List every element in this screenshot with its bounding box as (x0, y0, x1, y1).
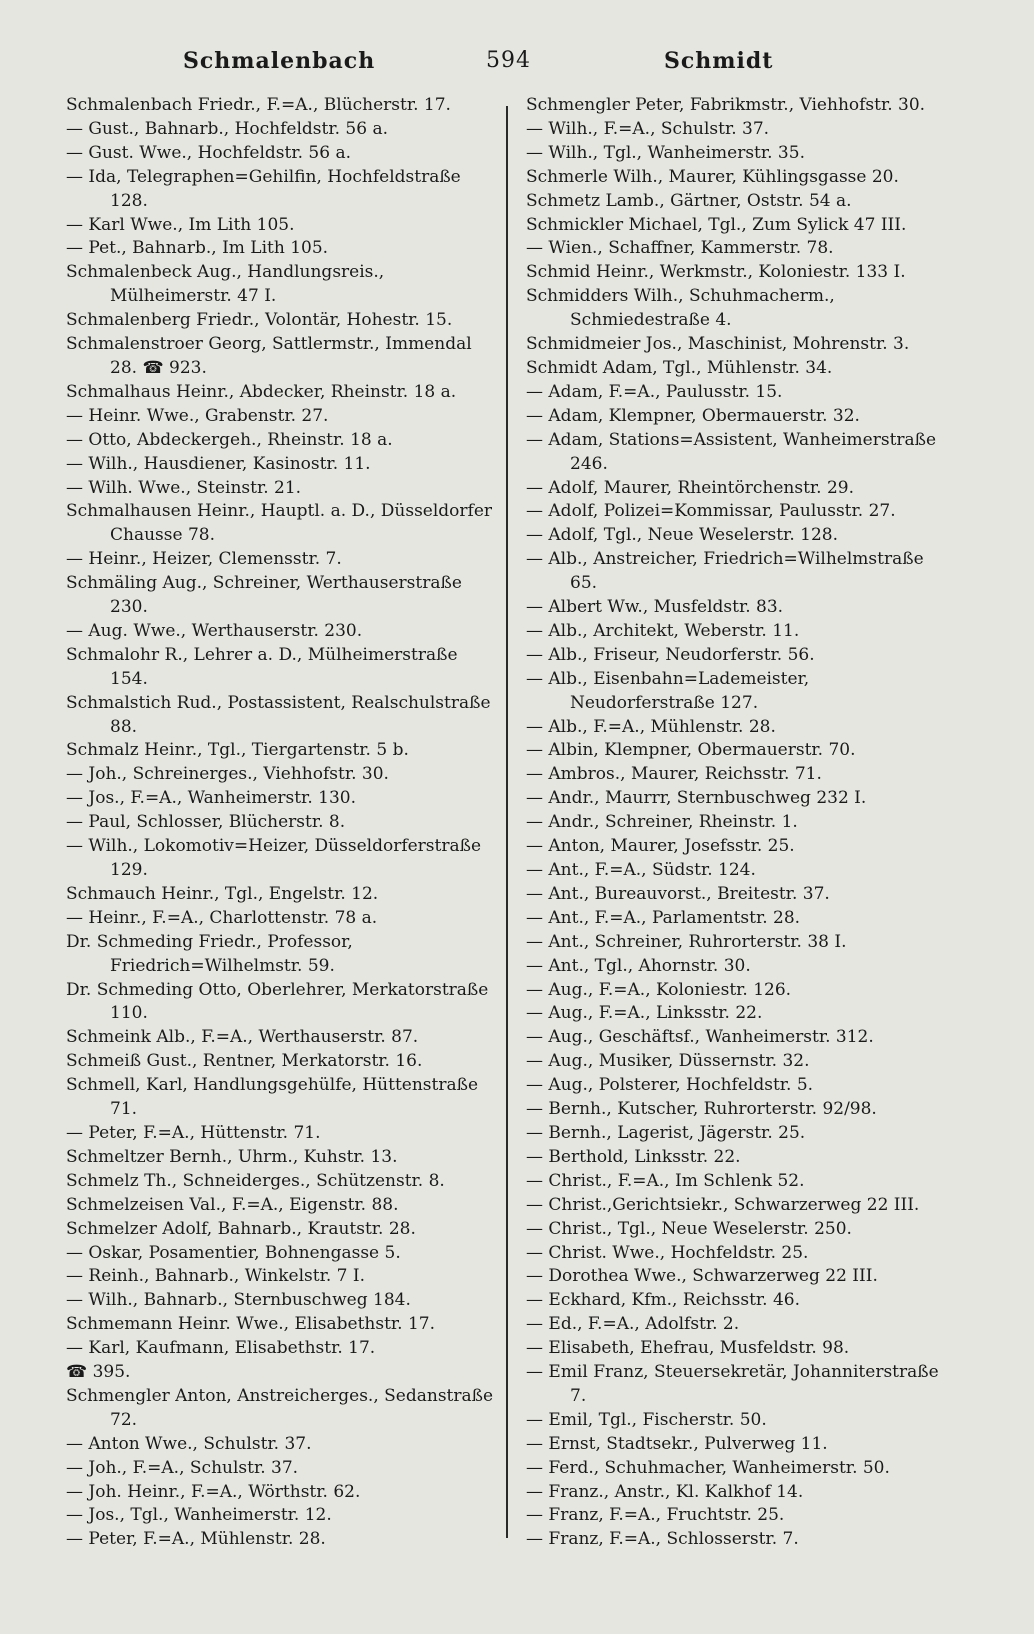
entry-text: — Dorothea Wwe., Schwarzerweg 22 III. (526, 1266, 878, 1287)
entry-text: — Ant., Tgl., Ahornstr. 30. (526, 955, 751, 976)
entry-text: — Alb., Anstreicher, Friedrich=Wilhelmstraße 65. (526, 549, 930, 594)
entry-text: — Alb., Eisenbahn=Lademeister, Neudorferstraße 127. (526, 668, 815, 713)
right-column (526, 94, 956, 1552)
directory-entry (526, 237, 956, 261)
entry-text: — Franz., Anstr., Kl. Kalkhof 14. (526, 1481, 804, 1502)
directory-entry (66, 1313, 496, 1337)
directory-entry (526, 596, 956, 620)
directory-entry (66, 883, 496, 907)
entry-text: — Alb., Architekt, Weberstr. 11. (526, 620, 800, 641)
entry-text: — Christ., F.=A., Im Schlenk 52. (526, 1170, 805, 1191)
entry-text: Schmalenberg Friedr., Volontär, Hohestr. 15. (66, 310, 453, 331)
entry-text: Schmidders Wilh., Schuhmacherm., Schmiedestraße 4. (526, 286, 841, 331)
directory-entry (66, 166, 496, 214)
directory-entry (66, 1361, 496, 1385)
entry-text: Schmickler Michael, Tgl., Zum Sylick 47 III. (526, 214, 907, 235)
directory-entry (526, 1242, 956, 1266)
directory-entry (526, 1146, 956, 1170)
directory-entry (526, 835, 956, 859)
entry-text: — Adolf, Tgl., Neue Weselerstr. 128. (526, 525, 838, 546)
entry-text: — Gust., Bahnarb., Hochfeldstr. 56 a. (66, 118, 388, 139)
entry-text: — Joh. Heinr., F.=A., Wörthstr. 62. (66, 1481, 361, 1502)
directory-entry (526, 1504, 956, 1528)
directory-entry (526, 1289, 956, 1313)
directory-entry (66, 214, 496, 238)
directory-entry (66, 1218, 496, 1242)
directory-entry (526, 94, 956, 118)
entry-text: — Otto, Abdeckergeh., Rheinstr. 18 a. (66, 429, 393, 450)
directory-entry (526, 620, 956, 644)
entry-text: Schmeltzer Bernh., Uhrm., Kuhstr. 13. (66, 1146, 398, 1167)
directory-entry (526, 285, 956, 333)
entry-text: — Bernh., Kutscher, Ruhrorterstr. 92/98. (526, 1099, 877, 1120)
entry-text: Dr. Schmeding Friedr., Professor, Friedrich=Wilhelmstr. 59. (66, 931, 359, 976)
entry-text: Schmalenbeck Aug., Handlungsreis., Mülheimerstr. 47 I. (66, 262, 390, 307)
directory-entry (66, 1433, 496, 1457)
entry-text: Schmalhaus Heinr., Abdecker, Rheinstr. 18 a. (66, 381, 457, 402)
directory-entry (526, 1122, 956, 1146)
entry-text: — Oskar, Posamentier, Bohnengasse 5. (66, 1242, 401, 1263)
directory-entry (66, 237, 496, 261)
entry-text: — Anton Wwe., Schulstr. 37. (66, 1433, 312, 1454)
entry-text: — Heinr. Wwe., Grabenstr. 27. (66, 405, 329, 426)
entry-text: — Adolf, Maurer, Rheintörchenstr. 29. (526, 477, 854, 498)
directory-entry (66, 477, 496, 501)
directory-entry (526, 1170, 956, 1194)
entry-text: Schmid Heinr., Werkmstr., Koloniestr. 133 I. (526, 262, 906, 283)
directory-entry (66, 1289, 496, 1313)
directory-entry (66, 1481, 496, 1505)
entry-text: — Elisabeth, Ehefrau, Musfeldstr. 98. (526, 1338, 850, 1359)
entry-text: — Alb., Friseur, Neudorferstr. 56. (526, 644, 815, 665)
directory-entry (526, 214, 956, 238)
entry-text: Schmell, Karl, Handlungsgehülfe, Hüttenstraße 71. (66, 1075, 484, 1120)
directory-entry (526, 524, 956, 548)
directory-entry (66, 1528, 496, 1552)
directory-entry (66, 1074, 496, 1122)
entry-text: — Aug., F.=A., Koloniestr. 126. (526, 979, 792, 1000)
directory-entry (526, 1337, 956, 1361)
entry-text: Schmalenbach Friedr., F.=A., Blücherstr. 17. (66, 95, 451, 115)
entry-text: — Ant., Schreiner, Ruhrorterstr. 38 I. (526, 931, 847, 952)
directory-entry (526, 763, 956, 787)
directory-entry (66, 1504, 496, 1528)
directory-entry (66, 548, 496, 572)
entry-text: — Wilh., Bahnarb., Sternbuschweg 184. (66, 1290, 411, 1311)
directory-entry (66, 931, 496, 979)
directory-entry (66, 572, 496, 620)
directory-entry (66, 1337, 496, 1361)
entry-text: Schmalohr R., Lehrer a. D., Mülheimerstraße 154. (66, 644, 463, 689)
entry-text: Schmeink Alb., F.=A., Werthauserstr. 87. (66, 1027, 419, 1048)
entry-text: — Ernst, Stadtsekr., Pulverweg 11. (526, 1433, 828, 1454)
entry-text: — Franz, F.=A., Schlosserstr. 7. (526, 1529, 799, 1550)
entry-text: Schmelzeisen Val., F.=A., Eigenstr. 88. (66, 1194, 399, 1215)
entry-text: — Aug., Geschäftsf., Wanheimerstr. 312. (526, 1027, 874, 1048)
directory-entry (526, 142, 956, 166)
entry-text: — Ant., F.=A., Südstr. 124. (526, 860, 756, 880)
entry-text: — Andr., Maurrr, Sternbuschweg 232 I. (526, 788, 867, 809)
entry-text: — Pet., Bahnarb., Im Lith 105. (66, 238, 329, 259)
directory-entry (526, 1098, 956, 1122)
directory-entry (526, 1194, 956, 1218)
entry-text: Schmengler Peter, Fabrikmstr., Viehhofstr. 30. (526, 95, 926, 115)
directory-entry (66, 405, 496, 429)
directory-entry (526, 668, 956, 716)
directory-entry (526, 716, 956, 740)
directory-entry (526, 1433, 956, 1457)
directory-entry (526, 883, 956, 907)
directory-entry (526, 166, 956, 190)
entry-text: Schmalz Heinr., Tgl., Tiergartenstr. 5 b. (66, 740, 409, 761)
directory-entry (526, 261, 956, 285)
entry-text: — Emil, Tgl., Fischerstr. 50. (526, 1409, 767, 1430)
entry-text: — Jos., Tgl., Wanheimerstr. 12. (66, 1505, 332, 1526)
directory-entry (66, 979, 496, 1027)
directory-entry (526, 118, 956, 142)
directory-entry (526, 477, 956, 501)
entry-text: Schmelz Th., Schneiderges., Schützenstr. 8. (66, 1170, 445, 1191)
entry-text: — Adam, Klempner, Obermauerstr. 32. (526, 405, 860, 426)
directory-entry (526, 907, 956, 931)
entry-text: Schmalenstroer Georg, Sattlermstr., Immendal 28. ☎ 923. (66, 334, 478, 378)
directory-entry (66, 1026, 496, 1050)
entry-text: — Karl Wwe., Im Lith 105. (66, 214, 295, 235)
entry-text: — Anton, Maurer, Josefsstr. 25. (526, 836, 795, 857)
directory-entry (66, 333, 496, 381)
directory-entry (526, 979, 956, 1003)
directory-entry (526, 548, 956, 596)
directory-entry (66, 500, 496, 548)
entry-text: — Wien., Schaffner, Kammerstr. 78. (526, 238, 834, 259)
directory-entry (66, 142, 496, 166)
directory-entry (66, 381, 496, 405)
entry-text: — Aug. Wwe., Werthauserstr. 230. (66, 620, 363, 641)
entry-text: — Aug., F.=A., Linksstr. 22. (526, 1003, 763, 1024)
directory-entry (526, 1481, 956, 1505)
entry-text: — Ida, Telegraphen=Gehilfin, Hochfeldstraße 128. (66, 166, 467, 211)
entry-text: — Ant., F.=A., Parlamentstr. 28. (526, 907, 801, 928)
directory-entry (526, 333, 956, 357)
entry-text: — Peter, F.=A., Mühlenstr. 28. (66, 1529, 326, 1550)
entry-text: — Adam, F.=A., Paulusstr. 15. (526, 381, 783, 402)
entry-text: — Joh., F.=A., Schulstr. 37. (66, 1457, 299, 1478)
directory-entry (526, 405, 956, 429)
entry-text: Schmeiß Gust., Rentner, Merkatorstr. 16. (66, 1051, 423, 1072)
entry-text: Schmelzer Adolf, Bahnarb., Krautstr. 28. (66, 1218, 416, 1239)
entry-text: Schmetz Lamb., Gärtner, Oststr. 54 a. (526, 190, 852, 211)
entry-text: Schmengler Anton, Anstreicherges., Sedanstraße 72. (66, 1385, 499, 1430)
entry-text: — Peter, F.=A., Hüttenstr. 71. (66, 1122, 321, 1143)
left-column (66, 94, 499, 1552)
entry-text: — Reinh., Bahnarb., Winkelstr. 7 I. (66, 1266, 366, 1287)
entry-text: — Aug., Polsterer, Hochfeldstr. 5. (526, 1075, 814, 1096)
directory-entry (526, 1218, 956, 1242)
directory-entry (66, 763, 496, 787)
directory-entry (66, 811, 496, 835)
directory-entry (66, 1146, 496, 1170)
directory-entry (66, 1050, 496, 1074)
directory-entry (526, 1528, 956, 1552)
entry-text: Schmerle Wilh., Maurer, Kühlingsgasse 20. (526, 166, 899, 187)
entry-text: — Jos., F.=A., Wanheimerstr. 130. (66, 788, 356, 809)
directory-entry (66, 787, 496, 811)
entry-text: — Joh., Schreinerges., Viehhofstr. 30. (66, 764, 389, 785)
directory-entry (526, 955, 956, 979)
directory-entry (66, 453, 496, 477)
running-header-left: Schmalenbach (183, 48, 376, 74)
directory-entry (526, 1074, 956, 1098)
directory-entry (66, 1457, 496, 1481)
entry-text: — Wilh., F.=A., Schulstr. 37. (526, 118, 770, 139)
entry-text: — Adolf, Polizei=Kommissar, Paulusstr. 27. (526, 501, 896, 522)
directory-entry (66, 429, 496, 453)
directory-entry (526, 1313, 956, 1337)
entry-text: — Ed., F.=A., Adolfstr. 2. (526, 1314, 740, 1335)
entry-text: — Alb., F.=A., Mühlenstr. 28. (526, 716, 776, 737)
entry-text: — Eckhard, Kfm., Reichsstr. 46. (526, 1290, 801, 1311)
entry-text: — Christ. Wwe., Hochfeldstr. 25. (526, 1242, 809, 1263)
directory-entry (526, 1265, 956, 1289)
entry-text: — Heinr., F.=A., Charlottenstr. 78 a. (66, 907, 378, 928)
entry-text: Schmalhausen Heinr., Hauptl. a. D., Düsseldorfer Chausse 78. (66, 501, 498, 546)
entry-text: Schmalstich Rud., Postassistent, Realschulstraße 88. (66, 692, 496, 737)
entry-text: — Ferd., Schuhmacher, Wanheimerstr. 50. (526, 1457, 890, 1478)
entry-text: — Ambros., Maurer, Reichsstr. 71. (526, 764, 822, 785)
directory-entry (66, 907, 496, 931)
entry-text: — Albert Ww., Musfeldstr. 83. (526, 597, 784, 618)
entry-text: — Bernh., Lagerist, Jägerstr. 25. (526, 1122, 806, 1143)
directory-entry (526, 859, 956, 883)
directory-entry (526, 500, 956, 524)
entry-text: Schmidt Adam, Tgl., Mühlenstr. 34. (526, 357, 833, 378)
entry-text: Schmauch Heinr., Tgl., Engelstr. 12. (66, 883, 379, 904)
directory-entry (66, 620, 496, 644)
entry-text: — Emil Franz, Steuersekretär, Johanniterstraße 7. (526, 1362, 945, 1406)
entry-text: — Andr., Schreiner, Rheinstr. 1. (526, 812, 798, 833)
entry-text: Schmidmeier Jos., Maschinist, Mohrenstr. 3. (526, 334, 910, 355)
directory-entry (526, 1457, 956, 1481)
entry-text: — Heinr., Heizer, Clemensstr. 7. (66, 549, 342, 570)
page-number: 594 (486, 48, 531, 73)
directory-entry (526, 357, 956, 381)
directory-entry (66, 1385, 499, 1433)
entry-text: — Paul, Schlosser, Blücherstr. 8. (66, 812, 346, 833)
entry-text: — Aug., Musiker, Düssernstr. 32. (526, 1051, 810, 1072)
directory-entry (526, 644, 956, 668)
directory-entry (526, 429, 956, 477)
entry-text: Dr. Schmeding Otto, Oberlehrer, Merkatorstraße 110. (66, 979, 494, 1024)
entry-text: — Albin, Klempner, Obermauerstr. 70. (526, 740, 856, 761)
entry-text: Schmäling Aug., Schreiner, Werthauserstraße 230. (66, 573, 468, 618)
entry-text: — Adam, Stations=Assistent, Wanheimerstraße 246. (526, 429, 942, 474)
directory-entry (66, 644, 496, 692)
directory-entry (66, 261, 496, 309)
directory-entry (66, 1122, 496, 1146)
entry-text: — Franz, F.=A., Fruchtstr. 25. (526, 1505, 785, 1526)
entry-text: — Berthold, Linksstr. 22. (526, 1146, 741, 1167)
directory-entry (526, 931, 956, 955)
directory-entry (526, 787, 956, 811)
directory-entry (66, 1170, 496, 1194)
entry-text: — Christ., Tgl., Neue Weselerstr. 250. (526, 1218, 852, 1239)
directory-entry (526, 1002, 956, 1026)
directory-entry (526, 1026, 956, 1050)
entry-text: — Christ.,Gerichtsiekr., Schwarzerweg 22 III. (526, 1194, 920, 1215)
running-header-right: Schmidt (664, 48, 774, 74)
entry-text: — Wilh., Hausdiener, Kasinostr. 11. (66, 453, 371, 474)
entry-text: — Gust. Wwe., Hochfeldstr. 56 a. (66, 142, 351, 163)
directory-entry (66, 1242, 496, 1266)
directory-entry (66, 835, 496, 883)
directory-entry (66, 309, 496, 333)
directory-entry (66, 1265, 496, 1289)
directory-entry (66, 94, 496, 118)
directory-entry (526, 190, 956, 214)
column-divider (506, 106, 508, 1538)
directory-entry (526, 1409, 956, 1433)
directory-entry (526, 1361, 956, 1409)
directory-entry (526, 811, 956, 835)
directory-entry (66, 118, 496, 142)
directory-entry (66, 739, 496, 763)
entry-text: — Ant., Bureauvorst., Breitestr. 37. (526, 883, 830, 904)
entry-text: — Wilh., Lokomotiv=Heizer, Düsseldorferstraße 129. (66, 836, 487, 880)
directory-entry (526, 1050, 956, 1074)
directory-entry (526, 739, 956, 763)
directory-entry (66, 692, 496, 740)
entry-text: — Wilh. Wwe., Steinstr. 21. (66, 477, 302, 498)
directory-entry (66, 1194, 496, 1218)
entry-text: Schmemann Heinr. Wwe., Elisabethstr. 17. (66, 1314, 436, 1335)
entry-text: — Wilh., Tgl., Wanheimerstr. 35. (526, 142, 805, 163)
entry-text: — Karl, Kaufmann, Elisabethstr. 17. (66, 1338, 376, 1359)
entry-text: ☎ 395. (66, 1362, 131, 1383)
directory-entry (526, 381, 956, 405)
